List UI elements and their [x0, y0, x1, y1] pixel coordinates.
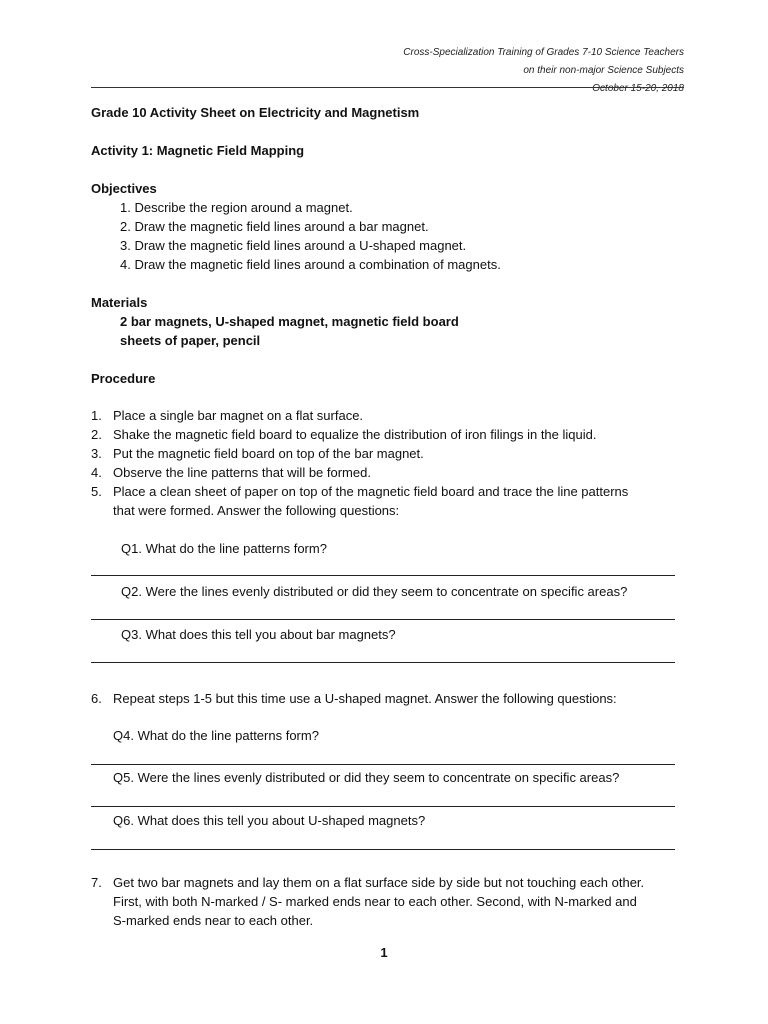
materials-line: sheets of paper, pencil — [120, 333, 261, 348]
step-text: Place a single bar magnet on a flat surface. — [113, 408, 364, 423]
step-number: 3. — [91, 446, 102, 461]
step-text: Observe the line patterns that will be formed. — [113, 465, 371, 480]
question-q6: Q6. What does this tell you about U-shaped magnets? — [113, 813, 426, 828]
activity-title: Activity 1: Magnetic Field Mapping — [91, 143, 305, 158]
answer-line[interactable] — [91, 806, 675, 807]
answer-line[interactable] — [91, 575, 675, 576]
objective-item: 4. Draw the magnetic field lines around a combination of magnets. — [120, 257, 501, 272]
question-q3: Q3. What does this tell you about bar magnets? — [121, 627, 396, 642]
step-text: Shake the magnetic field board to equalize the distribution of iron filings in the liquid. — [113, 427, 597, 442]
objective-item: 1. Describe the region around a magnet. — [120, 200, 353, 215]
question-q2: Q2. Were the lines evenly distributed or did they seem to concentrate on specific areas? — [121, 584, 628, 599]
step-number: 1. — [91, 408, 102, 423]
objectives-heading: Objectives — [91, 181, 157, 196]
step-text: Place a clean sheet of paper on top of the magnetic field board and trace the line patterns — [113, 484, 629, 499]
header-line-3: October 15-20, 2018 — [592, 83, 684, 94]
step-number: 5. — [91, 484, 102, 499]
objective-item: 2. Draw the magnetic field lines around a bar magnet. — [120, 219, 429, 234]
step-number: 4. — [91, 465, 102, 480]
header-line-1: Cross-Specialization Training of Grades 7-10 Science Teachers — [403, 47, 684, 58]
step-text: Get two bar magnets and lay them on a flat surface side by side but not touching each other. — [113, 875, 645, 890]
question-q4: Q4. What do the line patterns form? — [113, 728, 319, 743]
question-q1: Q1. What do the line patterns form? — [121, 541, 327, 556]
step-text: Repeat steps 1-5 but this time use a U-shaped magnet. Answer the following questions: — [113, 691, 617, 706]
step-number: 6. — [91, 691, 102, 706]
header-rule — [91, 87, 684, 88]
answer-line[interactable] — [91, 619, 675, 620]
materials-line: 2 bar magnets, U-shaped magnet, magnetic field board — [120, 314, 459, 329]
procedure-heading: Procedure — [91, 371, 156, 386]
answer-line[interactable] — [91, 662, 675, 663]
materials-heading: Materials — [91, 295, 148, 310]
header-line-2: on their non-major Science Subjects — [523, 65, 684, 76]
document-header — [403, 44, 684, 98]
answer-line[interactable] — [91, 764, 675, 765]
step-text: First, with both N-marked / S- marked ends near to each other. Second, with N-marked and — [113, 894, 637, 909]
answer-line[interactable] — [91, 849, 675, 850]
page-number: 1 — [380, 945, 388, 960]
question-q5: Q5. Were the lines evenly distributed or did they seem to concentrate on specific areas? — [113, 770, 620, 785]
step-text: that were formed. Answer the following questions: — [113, 503, 400, 518]
step-text: Put the magnetic field board on top of the bar magnet. — [113, 446, 424, 461]
step-number: 7. — [91, 875, 102, 890]
step-text: S-marked ends near to each other. — [113, 913, 314, 928]
step-number: 2. — [91, 427, 102, 442]
objective-item: 3. Draw the magnetic field lines around a U-shaped magnet. — [120, 238, 467, 253]
document-title: Grade 10 Activity Sheet on Electricity and Magnetism — [91, 105, 420, 120]
